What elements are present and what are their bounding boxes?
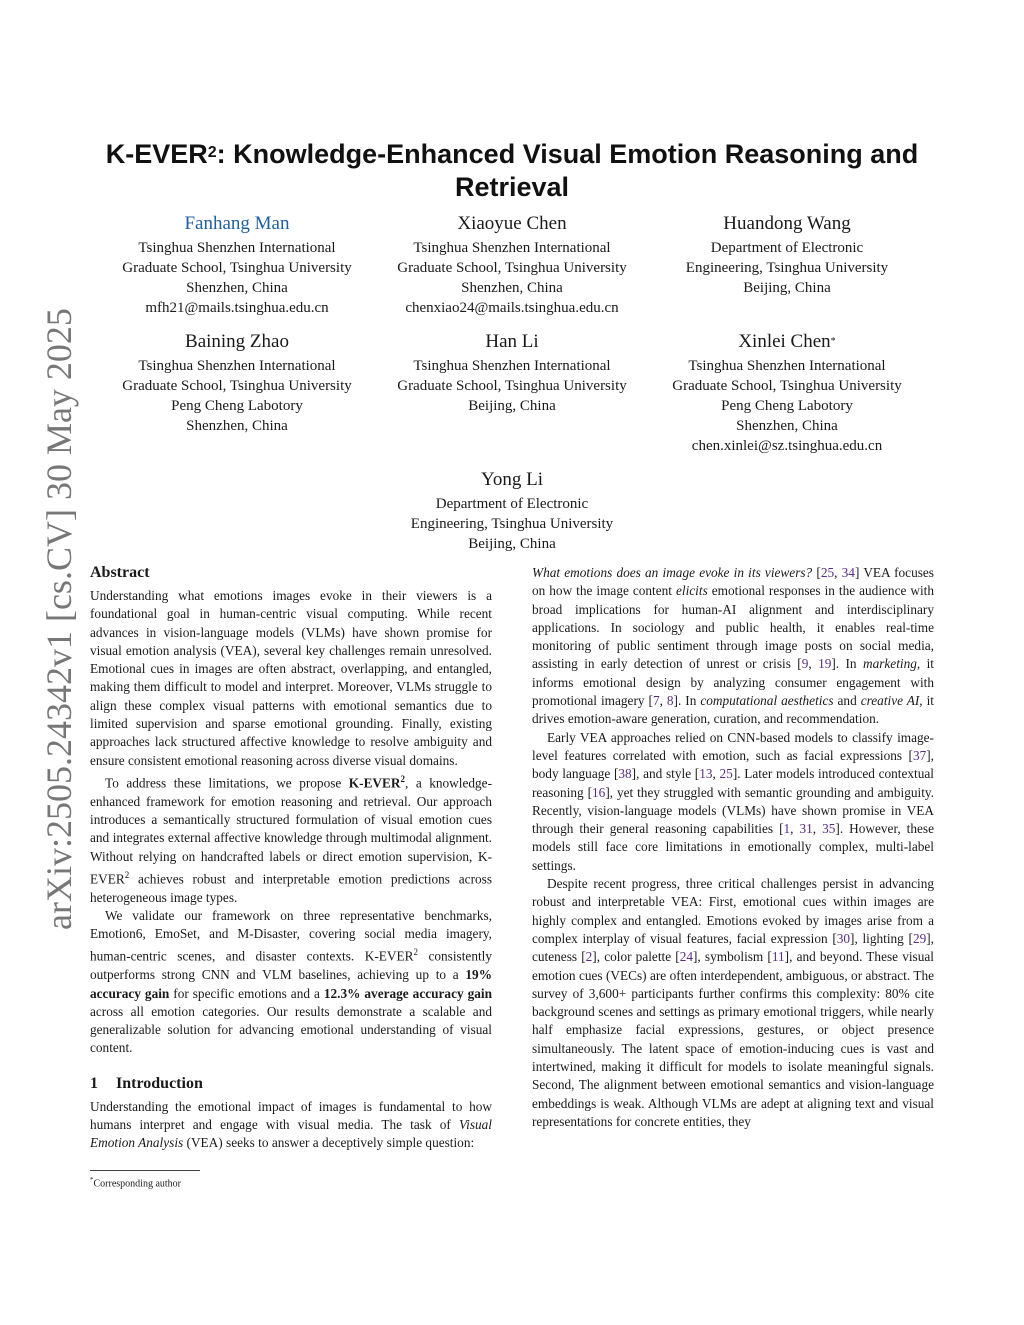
intro-paragraph xyxy=(90,1098,492,1153)
text-run: ] VEA focuses on how the image content xyxy=(532,565,934,599)
text-run: 2 xyxy=(124,869,130,880)
text-run: ], and style [ xyxy=(631,766,700,782)
title-main: K-EVER xyxy=(105,139,208,169)
text-run: ]. In xyxy=(831,656,863,672)
author-affiliation-line: Graduate School, Tsinghua University xyxy=(672,378,902,394)
right-column xyxy=(532,564,934,1131)
citation-link[interactable]: 19 xyxy=(818,656,832,672)
author-email: mfh21@mails.tsinghua.edu.cn xyxy=(145,300,329,316)
author-affiliation-line: Graduate School, Tsinghua University xyxy=(397,378,627,394)
author-block xyxy=(97,212,377,318)
citation-link[interactable]: 8 xyxy=(666,693,674,709)
text-run: consistently outperforms strong CNN and VLM baselines, achieving up to a xyxy=(90,948,492,983)
abstract-paragraph: Understanding what emotions images evoke in their viewers is a foundational goal in human-centric visual computing. While recent advances in vision-language models (VLMs) have shown promise for visual emotion analysis (VEA), several key challenges remain unresolved. Emotional cues in images are often abstract, overlapping, and entangled, making them difficult to model and interpret. Moreover, VLMs struggle to align these complex visual patterns with emotional semantics due to limited supervision and sparse emotional grounding. Finally, existing approaches lack structured affective knowledge to resolve ambiguity and ensure consistent emotional reasoning across diverse visual domains. xyxy=(90,588,492,768)
text-run: 2 xyxy=(413,947,418,958)
citation-link[interactable]: 25 xyxy=(719,766,733,782)
author-affiliation-line: Engineering, Tsinghua University xyxy=(410,516,614,532)
author-block xyxy=(647,330,927,456)
text-run: elicits xyxy=(675,583,708,599)
text-run: ], yet they struggled with semantic grounding and ambiguity. Recently, vision-language models (VLMs) have shown promise in VEA through their general reasoning capabilities [ xyxy=(532,784,934,837)
author-affiliation-line: Tsinghua Shenzhen International xyxy=(413,358,611,374)
text-run: ], color palette [ xyxy=(592,949,680,965)
text-run: computational aesthetics xyxy=(700,693,834,709)
arxiv-stamp: arXiv:2505.24342v1 [cs.CV] 30 May 2025 xyxy=(39,308,79,930)
citation-link[interactable]: 13 xyxy=(699,766,713,782)
citation-link[interactable]: 38 xyxy=(618,766,632,782)
author-affiliation-line: Tsinghua Shenzhen International xyxy=(138,240,336,256)
author-affiliation-line: Graduate School, Tsinghua University xyxy=(397,260,627,276)
citation-link[interactable]: 7 xyxy=(652,693,660,709)
citation-link[interactable]: 24 xyxy=(679,949,693,965)
text-run: ], and beyond. These visual emotion cues (VECs) are often interdependent, ambiguous, or abstract. The survey of 3,600+ participants further confirms this complexity: 80% cite background scenes and settings as primary emotional triggers, while nearly half emphasize facial expressions, gestures, or object presence simultaneously. The latent space of emotion-inducing cues is vast and intertwined, making it difficult for models to isolate meaningful signals. Second, The alignment between emotional semantics and vision-language embeddings is weak. Although VLMs are adept at aligning text and visual representations for concrete entities, they xyxy=(532,949,934,1129)
author-email: chenxiao24@mails.tsinghua.edu.cn xyxy=(405,300,619,316)
text-run: ], lighting [ xyxy=(850,930,913,946)
author-affiliation-line: Peng Cheng Labotory xyxy=(721,398,853,414)
citation-link[interactable]: 31 xyxy=(799,821,813,837)
author-affiliation-line: Tsinghua Shenzhen International xyxy=(688,358,886,374)
intro-paragraph xyxy=(532,875,934,1131)
citation-link[interactable]: 9 xyxy=(801,656,809,672)
text-run: , it drives emotion-aware generation, curation, and recommendation. xyxy=(532,693,934,727)
text-run: Understanding the emotional impact of images is fundamental to how humans interpret and engage with visual media. The task of xyxy=(90,1098,492,1132)
paper-title xyxy=(60,138,964,204)
text-run: 19% accuracy gain xyxy=(90,967,492,1001)
author-affiliation-line: Beijing, China xyxy=(743,280,831,296)
footnote-mark: * xyxy=(90,1176,94,1184)
author-name: Baining Zhao xyxy=(185,331,289,352)
citation-link[interactable]: 25 xyxy=(820,565,835,580)
author-block xyxy=(97,330,377,436)
text-run: ], body language [ xyxy=(532,747,934,782)
text-run: 12.3% average accuracy gain xyxy=(323,985,492,1001)
abstract-paragraph xyxy=(90,770,492,907)
author-block xyxy=(372,212,652,318)
text-run: for specific emotions and a xyxy=(169,985,324,1001)
text-run: , it informs emotional design by analyzing consumer engagement with promotional imagery [ xyxy=(532,656,934,709)
author-affiliation-line: Shenzhen, China xyxy=(736,418,838,434)
footnote-text: Corresponding author xyxy=(93,1178,181,1190)
author-affiliation-line: Shenzhen, China xyxy=(461,280,563,296)
section-number: 1 xyxy=(90,1074,98,1092)
text-run: and xyxy=(833,693,861,709)
author-email: chen.xinlei@sz.tsinghua.edu.cn xyxy=(691,438,883,454)
text-run: , a knowledge-enhanced framework for emotion reasoning and retrieval. Our approach introduces a semantically structured formulation of visual emotion cues and integrates external affective knowledge through multimodal alignment. Without relying on handcrafted labels or direct emotion supervision, K-EVER xyxy=(90,775,492,887)
text-run: 2 xyxy=(400,773,406,784)
author-block xyxy=(372,330,652,416)
citation-link[interactable]: 11 xyxy=(771,949,785,965)
author-affiliation-line: Graduate School, Tsinghua University xyxy=(122,378,352,394)
citation-link[interactable]: 37 xyxy=(912,747,927,763)
intro-paragraph-continued: What emotions does an image evoke in its viewers? [25, 34] VEA focuses on how the image content elicits emotional responses in the audience with broad implications for human-AI alignment and interdisciplinary applications. In sociology and public health, it enables real-time monitoring of public sentiment through image posts on social media, assisting in early detection of unrest or crisis [9, 19]. In marketing, it informs emotional design by analyzing consumer engagement with promotional imagery [7, 8]. In computational aesthetics and creative AI, it drives emotion-aware generation, curation, and recommendation. xyxy=(532,565,934,727)
author-affiliation-line: Shenzhen, China xyxy=(186,418,288,434)
intro-paragraph: Early VEA approaches relied on CNN-based models to classify image-level features correlated with emotion, such as facial expressions [37], body language [38], and style [13, 25]. Later models introduced contextual reasoning [16], yet they struggled with semantic grounding and ambiguity. Recently, vision-language models (VLMs) have shown promise in VEA through their general reasoning capabilities [1, 31, 35]. However, these models still face core limitations in emotionally complex, multi-label settings. xyxy=(532,729,934,873)
author-affiliation-line: Department of Electronic xyxy=(710,240,864,256)
abstract-heading: Abstract xyxy=(90,564,150,581)
author-name-text: Xinlei Chen xyxy=(738,331,831,352)
text-run: ]. In xyxy=(673,693,701,709)
author-affiliation-line: Peng Cheng Labotory xyxy=(171,398,303,414)
text-run: ]. Later models introduced contextual reasoning [ xyxy=(532,766,934,800)
footnote-rule xyxy=(90,1170,200,1171)
text-run: ], cuteness [ xyxy=(532,930,934,965)
footnote xyxy=(90,1174,181,1190)
author-affiliation-line: Tsinghua Shenzhen International xyxy=(413,240,611,256)
author-block xyxy=(372,468,652,554)
citation-link[interactable]: 34 xyxy=(841,565,855,580)
text-run: across all emotion categories. Our results demonstrate a scalable and generalizable solution for advancing emotional understanding of visual content. xyxy=(90,1003,492,1056)
abstract-paragraph xyxy=(90,907,492,1058)
author-name[interactable]: Fanhang Man xyxy=(184,213,290,234)
citation-link[interactable]: 35 xyxy=(822,821,836,837)
citation-link[interactable]: 1 xyxy=(783,821,791,837)
citation-link[interactable]: 16 xyxy=(592,784,606,800)
corresponding-mark: * xyxy=(830,336,836,347)
text-run: Visual Emotion Analysis xyxy=(90,1116,492,1151)
citation-link[interactable]: 2 xyxy=(585,949,593,965)
text-run: To address these limitations, we propose xyxy=(105,775,349,791)
author-affiliation-line: Engineering, Tsinghua University xyxy=(685,260,889,276)
text-run: Despite recent progress, three critical challenges persist in advancing robust and interpretable VEA: First, emotional cues within images are highly complex and entangled. Emotions evoked by images arise from a complex interplay of visual features, facial expression [ xyxy=(532,876,934,946)
section-title: Introduction xyxy=(116,1074,203,1092)
text-run: What emotions does an image evoke in its viewers? xyxy=(532,565,813,580)
author-name: Huandong Wang xyxy=(723,213,851,234)
title-rest: : Knowledge-Enhanced Visual Emotion Reasoning and Retrieval xyxy=(216,139,919,202)
author-block xyxy=(647,212,927,298)
author-name xyxy=(647,330,927,354)
text-run: K-EVER xyxy=(348,775,401,791)
text-run: creative AI xyxy=(860,693,920,709)
left-column xyxy=(90,563,492,1153)
text-run: emotional responses in the audience with broad implications for human-AI alignment and interdisciplinary applications. In sociology and public health, it enables real-time monitoring of public sentiment through image posts on social media, assisting in early detection of unrest or crisis [ xyxy=(532,583,934,672)
author-name: Han Li xyxy=(485,331,539,352)
citation-link[interactable]: 30 xyxy=(836,930,851,946)
text-run: marketing xyxy=(862,656,917,672)
title-superscript: 2 xyxy=(207,144,217,161)
text-run: We validate our framework on three representative benchmarks, Emotion6, EmoSet, and M-Disaster, covering social media imagery, human-centric scenes, and disaster contexts. K-EVER xyxy=(90,907,492,964)
text-run: ], symbolism [ xyxy=(693,949,772,965)
introduction-heading xyxy=(90,1074,492,1094)
text-run: [ xyxy=(812,565,821,580)
author-affiliation-line: Graduate School, Tsinghua University xyxy=(122,260,352,276)
text-run: ]. However, these models still face core limitations in emotionally complex, multi-label settings. xyxy=(532,821,934,873)
author-affiliation-line: Beijing, China xyxy=(468,536,556,552)
author-affiliation-line: Tsinghua Shenzhen International xyxy=(138,358,336,374)
text-run: Early VEA approaches relied on CNN-based models to classify image-level features correlated with emotion, such as facial expressions [ xyxy=(532,729,934,763)
author-affiliation-line: Beijing, China xyxy=(468,398,556,414)
text-run: (VEA) seeks to answer a deceptively simple question: xyxy=(183,1135,475,1151)
citation-link[interactable]: 29 xyxy=(912,930,927,946)
author-name: Yong Li xyxy=(481,469,543,490)
author-affiliation-line: Department of Electronic xyxy=(435,496,589,512)
author-affiliation-line: Shenzhen, China xyxy=(186,280,288,296)
text-run: achieves robust and interpretable emotion predictions across heterogeneous image types. xyxy=(90,871,492,905)
author-name: Xiaoyue Chen xyxy=(457,213,567,234)
